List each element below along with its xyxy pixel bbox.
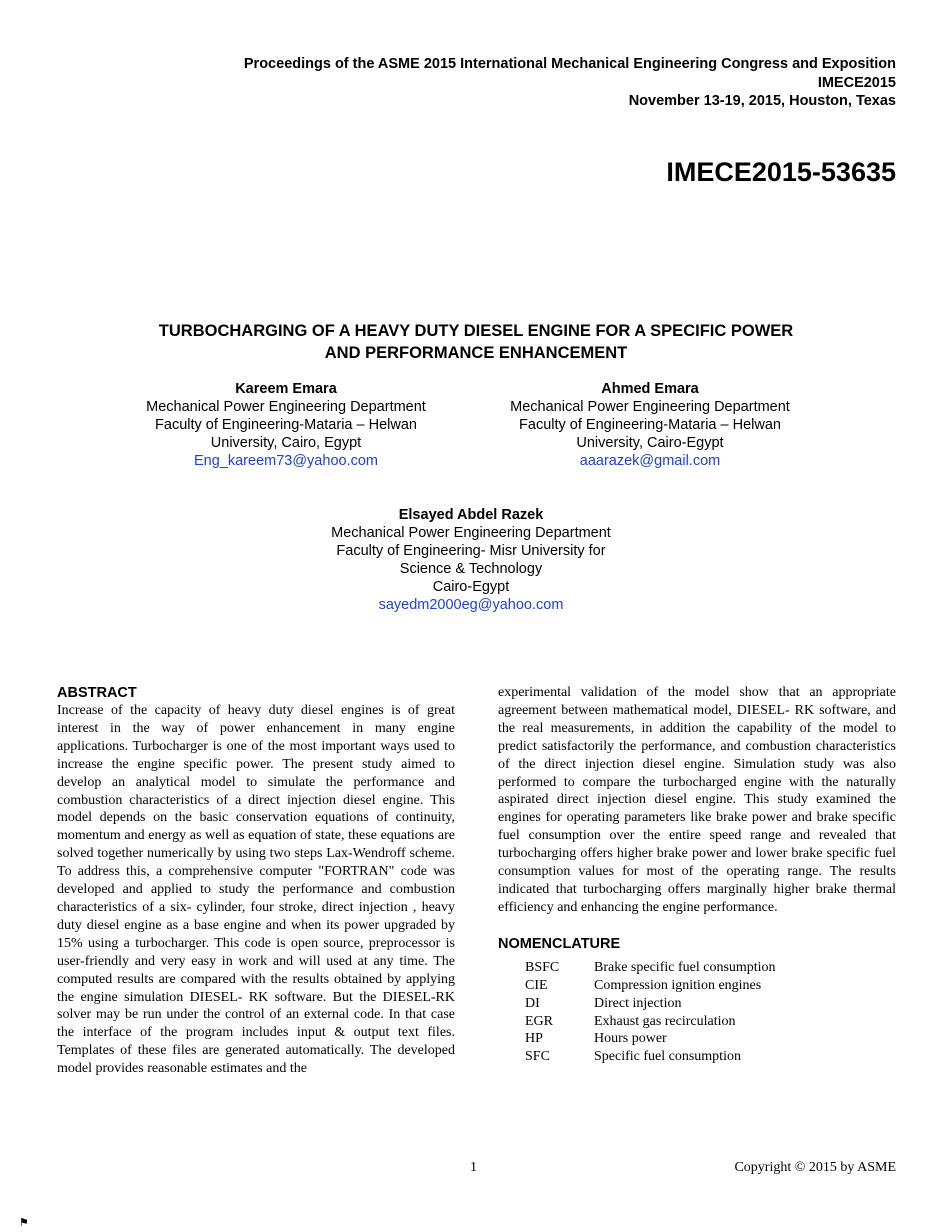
nomenclature-row <box>525 1013 776 1031</box>
affiliation-line: Faculty of Engineering- Misr University for <box>336 543 606 559</box>
copyright-notice: Copyright © 2015 by ASME <box>734 1160 896 1175</box>
affiliation-line: University, Cairo-Egypt <box>576 435 724 451</box>
nomenclature-abbr: SFC <box>525 1049 550 1065</box>
conference-dates-location: November 13-19, 2015, Houston, Texas <box>628 93 896 109</box>
abstract-text-continued: experimental validation of the model show that an appropriate agreement between mathematical model, DIESEL- RK software, and the real measurements, in addition the capability of the model to predict satisfactorily the performance, and combustion characteristics of the direct injection diesel engine. Simulation study was also performed to compare the turbocharged engine with the naturally aspirated direct injection diesel engine. This study examined the engines for operating parameters like brake power and brake specific fuel consumption over the entire speed range and revealed that turbocharging offers higher brake power and lower brake specific fuel consumption values for most of the operating range. The results indicated that turbocharging offers marginally higher brake thermal efficiency and enhancing the engine performance. <box>498 685 896 915</box>
author-block <box>290 506 652 614</box>
nomenclature-row <box>525 995 776 1013</box>
nomenclature-row <box>525 1048 776 1066</box>
proceedings-line: Proceedings of the ASME 2015 International Mechanical Engineering Congress and Exposition <box>243 56 896 72</box>
affiliation-line: Mechanical Power Engineering Department <box>146 399 426 415</box>
nomenclature-table <box>525 959 776 1066</box>
affiliation-line: University, Cairo, Egypt <box>210 435 362 451</box>
nomenclature-definition: Compression ignition engines <box>594 977 762 993</box>
conference-code: IMECE2015 <box>817 74 896 91</box>
corner-mark-icon: ⚑ <box>19 1217 29 1229</box>
title-line: TURBOCHARGING OF A HEAVY DUTY DIESEL ENGINE FOR A SPECIFIC POWER <box>158 322 794 340</box>
affiliation-line: Faculty of Engineering-Mataria – Helwan <box>519 417 781 433</box>
author-block <box>474 380 826 470</box>
author-name: Elsayed Abdel Razek <box>398 507 544 523</box>
nomenclature-row <box>525 977 776 995</box>
abstract-heading: ABSTRACT <box>57 685 137 701</box>
nomenclature-row <box>525 959 776 977</box>
affiliation-line: Science & Technology <box>399 561 543 577</box>
nomenclature-abbr: HP <box>525 1031 543 1047</box>
nomenclature-abbr: EGR <box>525 1013 553 1029</box>
nomenclature-definition: Direct injection <box>594 995 682 1011</box>
title-line: AND PERFORMANCE ENHANCEMENT <box>324 344 628 362</box>
affiliation-line: Faculty of Engineering-Mataria – Helwan <box>155 417 417 433</box>
nomenclature-heading: NOMENCLATURE <box>498 935 621 952</box>
nomenclature-definition: Brake specific fuel consumption <box>594 959 776 975</box>
nomenclature-definition: Exhaust gas recirculation <box>594 1013 736 1029</box>
author-name: Kareem Emara <box>235 381 337 397</box>
nomenclature-definition: Specific fuel consumption <box>594 1049 741 1065</box>
author-email-link[interactable]: Eng_kareem73@yahoo.com <box>194 453 378 469</box>
abstract-text: Increase of the capacity of heavy duty diesel engines is of great interest in the way of power enhancement in many engine applications. Turbocharger is one of the most important ways used to increase the engine specific power. The present study aimed to develop an analytical model to simulate the performance and combustion characteristics of a direct injection diesel engine. This model depends on the basic conservation equations of continuity, momentum and energy as well as equation of state, these equations are solved together numerically by using two steps Lax-Wendroff scheme. To address this, a comprehensive computer "FORTRAN" code was developed and applied to study the performance and combustion characteristics of a six- cylinder, four stroke, direct injection , heavy duty diesel engine as a base engine and when its power upgraded by 15% using a turbocharger. This code is open source, preprocessor is user-friendly and very easy in work and will used at any time. The computed results are compared with the results obtained by applying the engine simulation DIESEL- RK software. But the DIESEL-RK solver may be run under the control of an external code. In that case the interface of the program includes input & output text files. Templates of these files are generated automatically. The developed model provides reasonable estimates and the <box>57 703 455 1077</box>
nomenclature-row <box>525 1030 776 1048</box>
nomenclature-abbr: CIE <box>525 977 548 993</box>
affiliation-line: Cairo-Egypt <box>432 579 510 595</box>
affiliation-line: Mechanical Power Engineering Department <box>331 525 611 541</box>
proceedings-header <box>244 55 896 111</box>
author-email-link[interactable]: aaarazek@gmail.com <box>579 453 721 469</box>
affiliation-line: Mechanical Power Engineering Department <box>510 399 790 415</box>
nomenclature-abbr: DI <box>525 995 540 1011</box>
author-email-link[interactable]: sayedm2000eg@yahoo.com <box>378 597 564 613</box>
author-block <box>110 380 462 470</box>
left-column <box>57 684 455 1078</box>
nomenclature-definition: Hours power <box>594 1031 667 1047</box>
right-column <box>498 684 896 1066</box>
author-name: Ahmed Emara <box>601 381 699 397</box>
page-number: 1 <box>470 1160 477 1175</box>
paper-title <box>56 320 896 364</box>
paper-id: IMECE2015-53635 <box>666 157 896 187</box>
nomenclature-abbr: BSFC <box>525 959 560 975</box>
